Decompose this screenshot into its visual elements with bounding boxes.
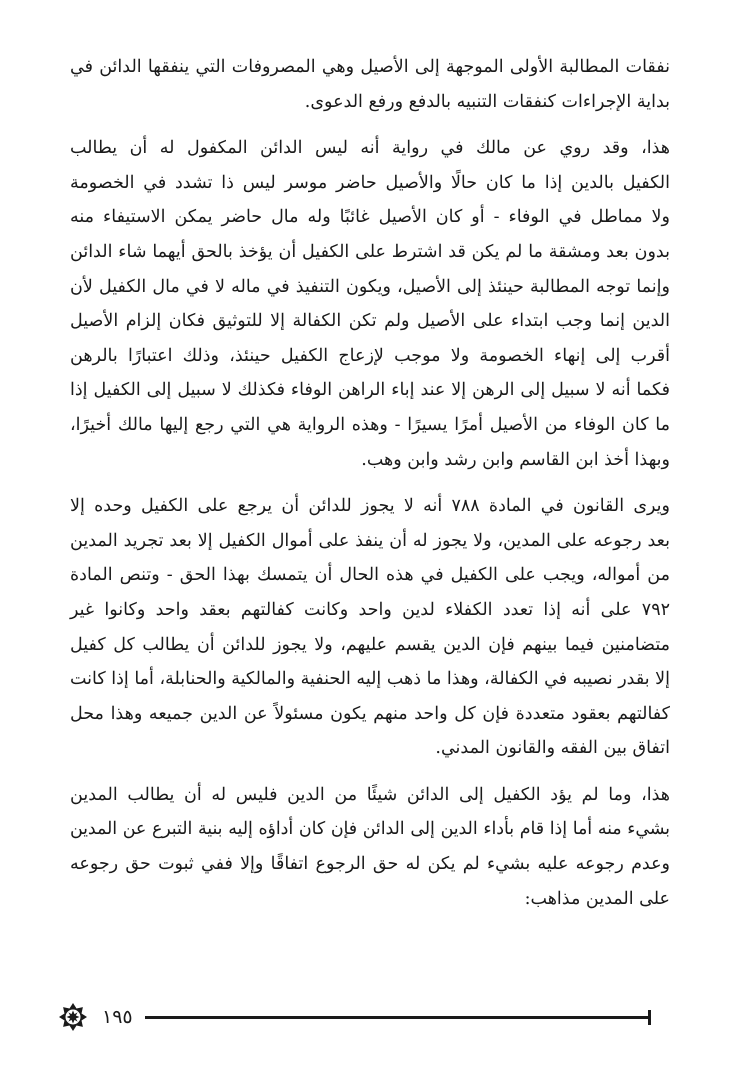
paragraph-2 bbox=[70, 131, 670, 477]
text-line: وعدم رجوعه عليه بشيء لم يكن له حق الرجوع اتفاقًا وإلا ففي ثبوت حق رجوعه bbox=[70, 854, 670, 875]
text-line: ٧٩٢ على أنه إذا تعدد الكفلاء لدين واحد وكانت كفالتهم بعقد واحد وكانوا غير bbox=[70, 599, 670, 620]
text-line: بعد رجوعه على المدين، ولا يجوز له أن ينفذ على أموال الكفيل إلا بعد تجريد المدين bbox=[70, 530, 670, 551]
page-footer bbox=[58, 1002, 650, 1032]
text-line: كفالتهم بعقود متعددة فإن كل واحد منهم يكون مسئولاً عن الدين جميعه وهذا محل bbox=[70, 703, 670, 724]
text-line: بدون بعد ومشقة ما لم يكن قد اشترط على الكفيل أن يؤخذ بالحق أيهما شاء الدائن bbox=[70, 241, 670, 262]
text-line: وإنما توجه المطالبة حينئذ إلى الأصيل، ويكون التنفيذ في ماله لا في مال الكفيل لأن bbox=[70, 276, 670, 297]
text-line: أقرب إلى إنهاء الخصومة ولا موجب لإزعاج الكفيل حينئذ، وذلك اعتبارًا بالرهن bbox=[70, 345, 670, 366]
page-number: ١٩٥ bbox=[102, 1006, 133, 1028]
text-line: بشيء منه أما إذا قام بأداء الدين إلى الدائن فإن كان أداؤه إليه بنية التبرع عن المدين bbox=[70, 819, 670, 840]
paragraph-3 bbox=[70, 489, 670, 766]
footer-rule bbox=[145, 1016, 650, 1019]
text-line: هذا، وقد روي عن مالك في رواية أنه ليس الدائن المكفول له أن يطالب bbox=[70, 138, 670, 159]
text-line: ولا مماطل في الوفاء - أو كان الأصيل غائبًا وله مال حاضر يمكن الاستيفاء منه bbox=[70, 207, 670, 228]
text-line: الكفيل بالدين إذا ما كان حالًا والأصيل حاضر موسر ليس ذا تشدد في الخصومة bbox=[70, 172, 670, 193]
body-text bbox=[70, 50, 670, 916]
text-line: نفقات المطالبة الأولى الموجهة إلى الأصيل وهي المصروفات التي ينفقها الدائن في bbox=[70, 57, 670, 77]
text-line: على المدين مذاهب: bbox=[524, 888, 670, 909]
text-line: اتفاق بين الفقه والقانون المدني. bbox=[435, 738, 670, 759]
text-line: من أمواله، ويجب على الكفيل في هذه الحال أن يتمسك بهذا الحق - وتنص المادة bbox=[70, 565, 670, 586]
text-line: متضامنين فيما بينهم فإن الدين يقسم عليهم، ولا يجوز للدائن أن يطالب كل كفيل bbox=[70, 634, 670, 655]
text-line: هذا، وما لم يؤد الكفيل إلى الدائن شيئًا من الدين فليس له أن يطالب المدين bbox=[70, 784, 670, 805]
paragraph-1 bbox=[70, 50, 670, 119]
star-rosette-icon bbox=[58, 1002, 88, 1032]
text-line: ويرى القانون في المادة ٧٨٨ أنه لا يجوز للدائن أن يرجع على الكفيل وحده إلا bbox=[70, 496, 670, 517]
text-line: بداية الإجراءات كنفقات التنبيه بالدفع ورفع الدعوى. bbox=[304, 91, 670, 112]
text-line: إلا بقدر نصيبه في الكفالة، وهذا ما ذهب إليه الحنفية والمالكية والحنابلة، أما إذا كانت bbox=[69, 669, 670, 690]
text-line: ما كان الوفاء من الأصيل أمرًا يسيرًا - وهذه الرواية هي التي رجع إليها مالك أخيرًا، bbox=[70, 414, 670, 435]
text-line: فكما أنه لا سبيل إلى الرهن إلا عند إباء الراهن الوفاء فكذلك لا سبيل إلى الكفيل إذا bbox=[70, 380, 670, 401]
paragraph-4 bbox=[70, 778, 670, 916]
text-line: وبهذا أخذ ابن القاسم وابن رشد وابن وهب. bbox=[361, 449, 670, 470]
text-line: الدين إنما وجب ابتداء على الأصيل ولم تكن الكفالة إلا للتوثيق فكان إلزام الأصيل bbox=[70, 311, 670, 332]
